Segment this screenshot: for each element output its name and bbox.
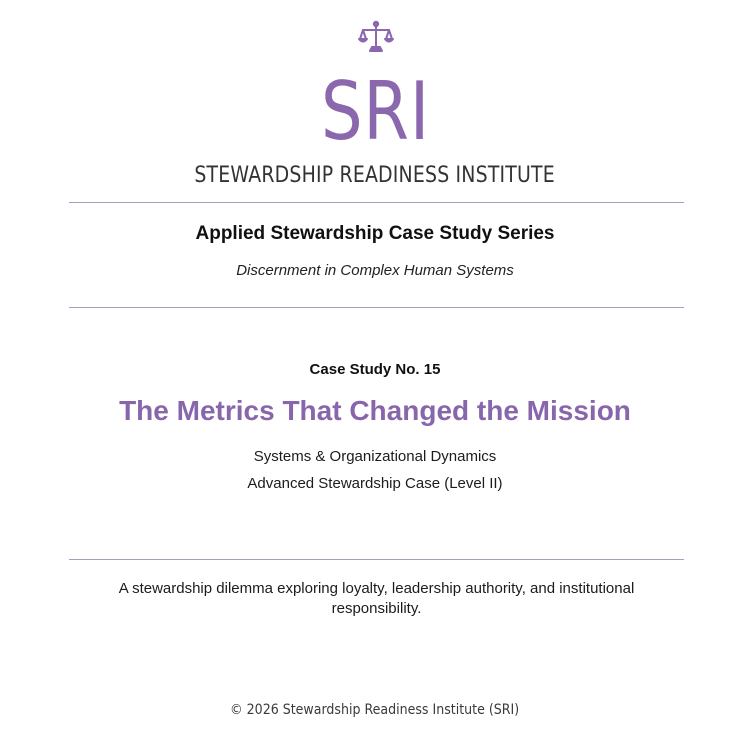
divider-bottom [69,559,684,560]
case-number: Case Study No. 15 [309,361,441,378]
case-level: Advanced Stewardship Case (Level II) [247,475,503,492]
series-subtitle: Discernment in Complex Human Systems [236,262,514,279]
divider-middle [69,307,684,308]
case-summary: A stewardship dilemma exploring loyalty, leadership authority, and institutional responsibility. [118,580,635,617]
divider-top [69,202,684,203]
organization-name-text: STEWARDSHIP READINESS INSTITUTE [194,163,556,188]
organization-name [0,162,750,190]
logo-letters [0,60,750,162]
case-category: Systems & Organizational Dynamics [253,448,497,465]
series-title: Applied Stewardship Case Study Series [195,223,555,244]
copyright-text: © 2026 Stewardship Readiness Institute (SRI) [230,702,520,718]
copyright-footer [0,700,750,720]
logo-text: SRI [320,65,430,158]
scales-of-justice-icon [358,20,394,54]
case-title: The Metrics That Changed the Mission [119,395,631,426]
